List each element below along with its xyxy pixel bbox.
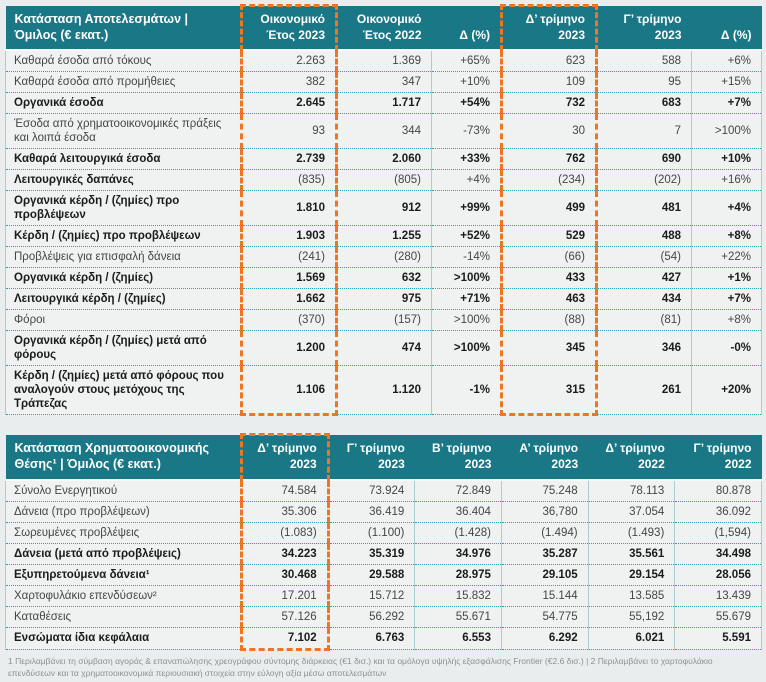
row-label: Καταθέσεις	[6, 606, 242, 627]
row-label: Κέρδη / (ζημίες) προ προβλέψεων	[6, 226, 242, 247]
row-label: Οργανικά κέρδη / (ζημίες) μετά από φόρους	[6, 331, 242, 366]
column-header: Δ’ τρίμηνο 2023	[502, 6, 597, 51]
value-cell: (1.083)	[242, 522, 329, 543]
value-cell: 13.439	[675, 585, 762, 606]
value-cell: (1,594)	[675, 522, 762, 543]
value-cell: (234)	[502, 170, 597, 191]
value-cell: 2.263	[242, 50, 337, 72]
value-cell: >100%	[432, 310, 502, 331]
value-cell: 55.671	[415, 606, 502, 627]
value-cell: +4%	[432, 170, 502, 191]
row-label: Κέρδη / (ζημίες) μετά από φόρους που αναλογούν στους μετόχους της Τράπεζας	[6, 366, 242, 415]
row-label: Λειτουργικές δαπάνες	[6, 170, 242, 191]
value-cell: >100%	[692, 114, 762, 149]
table-row	[6, 543, 762, 564]
value-cell: 80.878	[675, 480, 762, 502]
value-cell: 34.223	[242, 543, 329, 564]
value-cell: (1.494)	[501, 522, 588, 543]
value-cell: 912	[337, 191, 432, 226]
value-cell: 434	[597, 289, 692, 310]
value-cell: 623	[502, 50, 597, 72]
value-cell: 15.712	[328, 585, 415, 606]
value-cell: 36.419	[328, 501, 415, 522]
value-cell: 1.255	[337, 226, 432, 247]
column-header: Οικονομικό Έτος 2023	[242, 6, 337, 51]
value-cell: (1.100)	[328, 522, 415, 543]
table-row	[6, 191, 762, 226]
value-cell: +8%	[692, 310, 762, 331]
value-cell: 762	[502, 149, 597, 170]
table-row	[6, 268, 762, 289]
value-cell: +65%	[432, 50, 502, 72]
column-header: Οικονομικό Έτος 2022	[337, 6, 432, 51]
table-row	[6, 331, 762, 366]
value-cell: +71%	[432, 289, 502, 310]
value-cell: >100%	[432, 331, 502, 366]
column-header: Δ (%)	[432, 6, 502, 51]
value-cell: 690	[597, 149, 692, 170]
value-cell: -0%	[692, 331, 762, 366]
table-row	[6, 366, 762, 415]
column-header: Γ’ τρίμηνο 2022	[675, 435, 762, 480]
column-header: Γ’ τρίμηνο 2023	[328, 435, 415, 480]
value-cell: 1.569	[242, 268, 337, 289]
value-cell: +52%	[432, 226, 502, 247]
value-cell: (88)	[502, 310, 597, 331]
balance-sheet-table	[5, 433, 762, 650]
row-label: Καθαρά έσοδα από προμήθειες	[6, 72, 242, 93]
value-cell: +1%	[692, 268, 762, 289]
row-label: Δάνεια (προ προβλέψεων)	[6, 501, 242, 522]
value-cell: 35.306	[242, 501, 329, 522]
value-cell: 433	[502, 268, 597, 289]
value-cell: -1%	[432, 366, 502, 415]
value-cell: 683	[597, 93, 692, 114]
value-cell: +7%	[692, 289, 762, 310]
value-cell: 56.292	[328, 606, 415, 627]
value-cell: 29.105	[501, 564, 588, 585]
value-cell: 17.201	[242, 585, 329, 606]
value-cell: 35.319	[328, 543, 415, 564]
value-cell: 35.561	[588, 543, 675, 564]
value-cell: 73.924	[328, 480, 415, 502]
row-label: Οργανικά κέρδη / (ζημίες)	[6, 268, 242, 289]
row-label: Οργανικά κέρδη / (ζημίες) προ προβλέψεων	[6, 191, 242, 226]
value-cell: 30.468	[242, 564, 329, 585]
value-cell: 2.739	[242, 149, 337, 170]
value-cell: 15.832	[415, 585, 502, 606]
value-cell: 30	[502, 114, 597, 149]
header-row	[6, 435, 762, 480]
value-cell: 499	[502, 191, 597, 226]
value-cell: 29.154	[588, 564, 675, 585]
column-header: Γ’ τρίμηνο 2023	[597, 6, 692, 51]
table-title: Κατάσταση Χρηματοοικονομικής Θέσης¹ | Όμιλος (€ εκατ.)	[6, 435, 242, 480]
value-cell: 344	[337, 114, 432, 149]
row-label: Σύνολο Ενεργητικού	[6, 480, 242, 502]
table-row	[6, 501, 762, 522]
value-cell: 15.144	[501, 585, 588, 606]
value-cell: 1.369	[337, 50, 432, 72]
value-cell: 6.021	[588, 627, 675, 649]
value-cell: +7%	[692, 93, 762, 114]
value-cell: 36.092	[675, 501, 762, 522]
table-row	[6, 114, 762, 149]
value-cell: 72.849	[415, 480, 502, 502]
value-cell: 732	[502, 93, 597, 114]
value-cell: 57.126	[242, 606, 329, 627]
value-cell: (835)	[242, 170, 337, 191]
value-cell: +99%	[432, 191, 502, 226]
value-cell: 488	[597, 226, 692, 247]
footnote: 1 Περιλαμβάνει τη σύμβαση αγοράς & επαναπώλησης χρεογράφου σύντομης διάρκειας (€1 δισ.) και τα ομόλογα υψηλής εξασφάλισης Frontier (€2.6 δισ.) | 2 Περιλαμβάνει το χαρτοφυλάκιο επενδύσεων και τα χρηματοοικονομικά περιουσιακή στοιχεία στην εύλογη αξία μέσω αποτελεσμάτων	[8, 655, 713, 678]
value-cell: 95	[597, 72, 692, 93]
value-cell: 55.679	[675, 606, 762, 627]
table-row	[6, 606, 762, 627]
row-label: Ενσώματα ίδια κεφάλαια	[6, 627, 242, 649]
value-cell: 93	[242, 114, 337, 149]
table-title: Κατάσταση Αποτελεσμάτων | Όμιλος (€ εκατ.)	[6, 6, 242, 51]
value-cell: (241)	[242, 247, 337, 268]
table-row	[6, 480, 762, 502]
value-cell: +8%	[692, 226, 762, 247]
value-cell: 34.498	[675, 543, 762, 564]
value-cell: 1.662	[242, 289, 337, 310]
value-cell: (805)	[337, 170, 432, 191]
value-cell: 54.775	[501, 606, 588, 627]
value-cell: 1.717	[337, 93, 432, 114]
table-row	[6, 247, 762, 268]
table-row	[6, 627, 762, 649]
value-cell: 36,780	[501, 501, 588, 522]
value-cell: 6.763	[328, 627, 415, 649]
value-cell: 315	[502, 366, 597, 415]
value-cell: 632	[337, 268, 432, 289]
table-row	[6, 72, 762, 93]
value-cell: 427	[597, 268, 692, 289]
row-label: Οργανικά έσοδα	[6, 93, 242, 114]
value-cell: (280)	[337, 247, 432, 268]
value-cell: 7	[597, 114, 692, 149]
table-row	[6, 522, 762, 543]
value-cell: (54)	[597, 247, 692, 268]
value-cell: 28.056	[675, 564, 762, 585]
table-row	[6, 50, 762, 72]
value-cell: (157)	[337, 310, 432, 331]
value-cell: 382	[242, 72, 337, 93]
value-cell: +22%	[692, 247, 762, 268]
table-row	[6, 226, 762, 247]
value-cell: 74.584	[242, 480, 329, 502]
value-cell: 34.976	[415, 543, 502, 564]
table-row	[6, 564, 762, 585]
value-cell: 2.060	[337, 149, 432, 170]
value-cell: 13.585	[588, 585, 675, 606]
value-cell: +10%	[692, 149, 762, 170]
column-header: Δ’ τρίμηνο 2022	[588, 435, 675, 480]
column-header: Δ (%)	[692, 6, 762, 51]
value-cell: 1.200	[242, 331, 337, 366]
value-cell: +4%	[692, 191, 762, 226]
value-cell: 463	[502, 289, 597, 310]
value-cell: 7.102	[242, 627, 329, 649]
table-row	[6, 170, 762, 191]
table-gap	[5, 416, 762, 433]
value-cell: 1.120	[337, 366, 432, 415]
value-cell: +16%	[692, 170, 762, 191]
value-cell: 346	[597, 331, 692, 366]
table-row	[6, 93, 762, 114]
row-label: Χαρτοφυλάκιο επενδύσεων²	[6, 585, 242, 606]
value-cell: >100%	[432, 268, 502, 289]
column-header: Δ’ τρίμηνο 2023	[242, 435, 329, 480]
value-cell: 6.553	[415, 627, 502, 649]
row-label: Καθαρά λειτουργικά έσοδα	[6, 149, 242, 170]
value-cell: (1.428)	[415, 522, 502, 543]
row-label: Σωρευμένες προβλέψεις	[6, 522, 242, 543]
table-row	[6, 585, 762, 606]
value-cell: +20%	[692, 366, 762, 415]
income-statement-table	[5, 4, 762, 416]
row-label: Δάνεια (μετά από προβλέψεις)	[6, 543, 242, 564]
value-cell: 1.903	[242, 226, 337, 247]
value-cell: 481	[597, 191, 692, 226]
value-cell: -14%	[432, 247, 502, 268]
value-cell: 261	[597, 366, 692, 415]
table-row	[6, 310, 762, 331]
value-cell: 28.975	[415, 564, 502, 585]
column-header: Β’ τρίμηνο 2023	[415, 435, 502, 480]
value-cell: 474	[337, 331, 432, 366]
value-cell: (81)	[597, 310, 692, 331]
value-cell: (1.493)	[588, 522, 675, 543]
value-cell: 345	[502, 331, 597, 366]
value-cell: 6.292	[501, 627, 588, 649]
table-row	[6, 289, 762, 310]
value-cell: 37.054	[588, 501, 675, 522]
row-label: Προβλέψεις για επισφαλή δάνεια	[6, 247, 242, 268]
value-cell: 5.591	[675, 627, 762, 649]
value-cell: -73%	[432, 114, 502, 149]
value-cell: (202)	[597, 170, 692, 191]
value-cell: +54%	[432, 93, 502, 114]
value-cell: +15%	[692, 72, 762, 93]
row-label: Λειτουργικά κέρδη / (ζημίες)	[6, 289, 242, 310]
value-cell: 529	[502, 226, 597, 247]
row-label: Εξυπηρετούμενα δάνεια¹	[6, 564, 242, 585]
value-cell: 975	[337, 289, 432, 310]
value-cell: +10%	[432, 72, 502, 93]
row-label: Έσοδα από χρηματοοικονομικές πράξεις και λοιπά έσοδα	[6, 114, 242, 149]
value-cell: +6%	[692, 50, 762, 72]
value-cell: 1.810	[242, 191, 337, 226]
value-cell: 35.287	[501, 543, 588, 564]
value-cell: (66)	[502, 247, 597, 268]
value-cell: 29.588	[328, 564, 415, 585]
value-cell: 36.404	[415, 501, 502, 522]
value-cell: 347	[337, 72, 432, 93]
table-row	[6, 149, 762, 170]
value-cell: 75.248	[501, 480, 588, 502]
column-header: Α’ τρίμηνο 2023	[501, 435, 588, 480]
value-cell: 55,192	[588, 606, 675, 627]
value-cell: 588	[597, 50, 692, 72]
row-label: Καθαρά έσοδα από τόκους	[6, 50, 242, 72]
value-cell: +33%	[432, 149, 502, 170]
value-cell: 1.106	[242, 366, 337, 415]
header-row	[6, 6, 762, 51]
value-cell: 2.645	[242, 93, 337, 114]
row-label: Φόροι	[6, 310, 242, 331]
value-cell: 78.113	[588, 480, 675, 502]
value-cell: 109	[502, 72, 597, 93]
value-cell: (370)	[242, 310, 337, 331]
